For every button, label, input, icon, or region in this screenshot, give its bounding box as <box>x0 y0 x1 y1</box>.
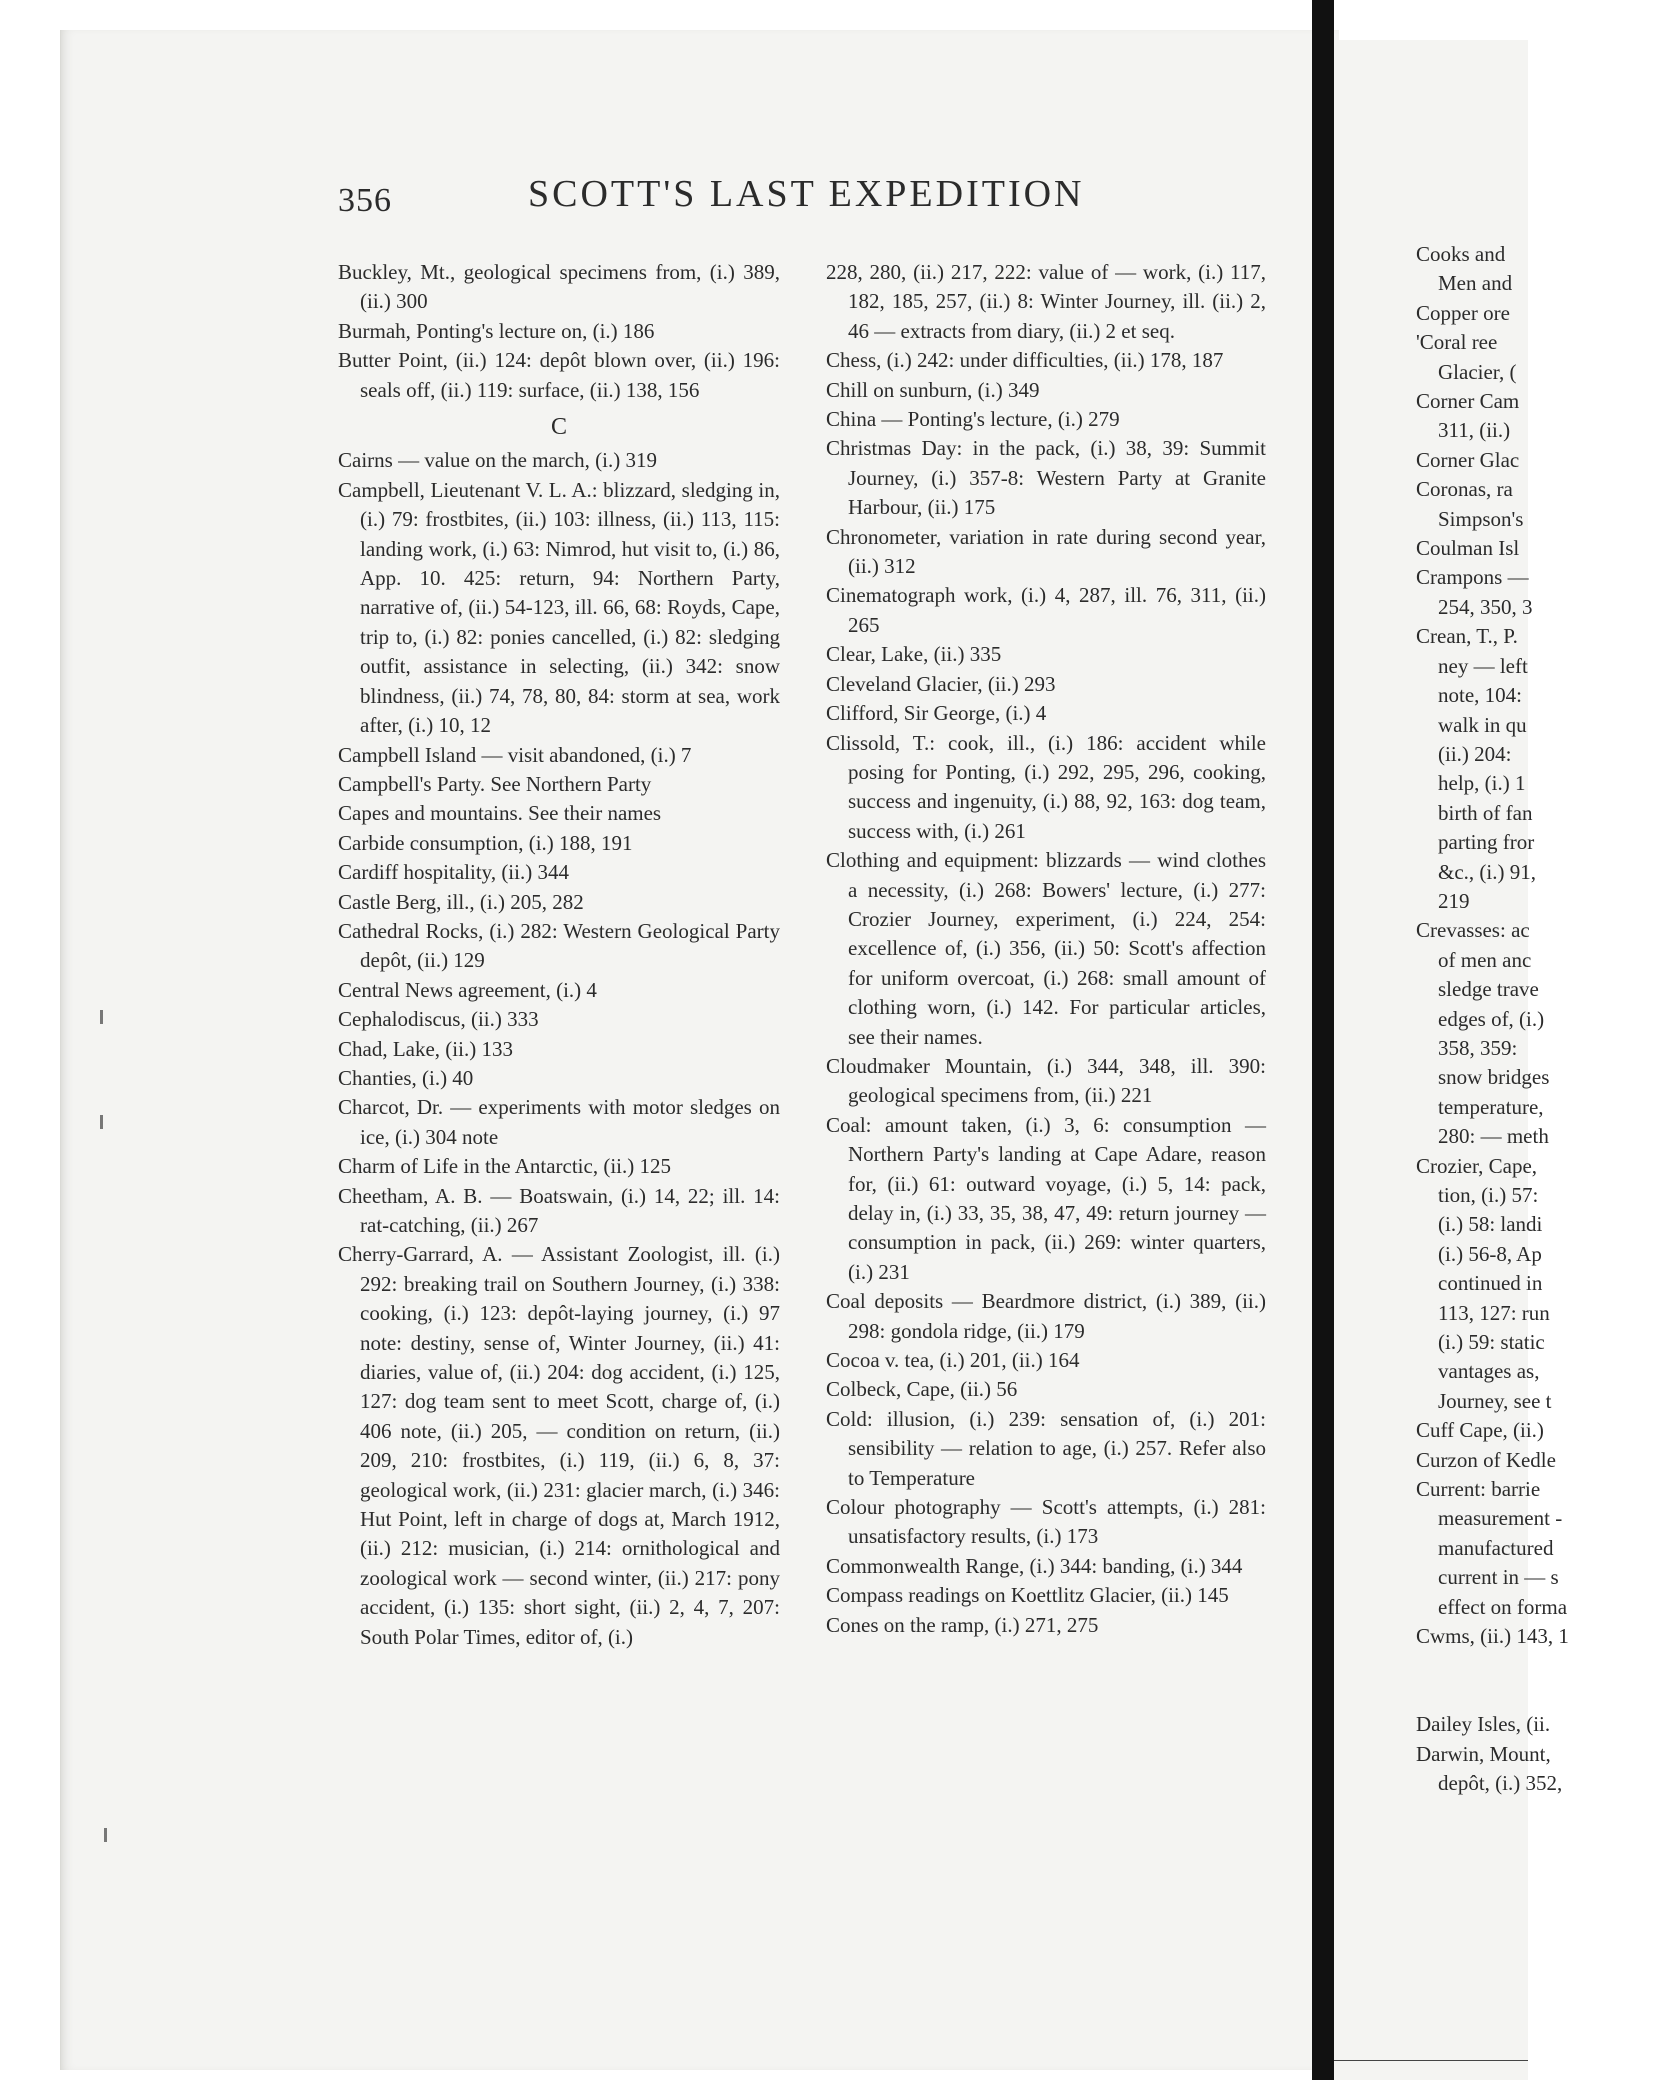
index-entry: Christmas Day: in the pack, (i.) 38, 39: Summit Journey, (i.) 357-8: Western Party at Granite Harbour, (ii.) 175 <box>826 436 1266 520</box>
blank-line <box>1416 1681 1656 1710</box>
index-entry: Central News agreement, (i.) 4 <box>338 977 597 1002</box>
index-entry: Clifford, Sir George, (i.) 4 <box>826 701 1047 726</box>
facing-page-line: 280: — meth <box>1438 1124 1549 1149</box>
facing-page-line: ney — left <box>1438 653 1528 678</box>
facing-page-column <box>1416 240 1656 1799</box>
section-letter: C <box>550 414 567 441</box>
page-number: 356 <box>338 182 392 219</box>
index-entry: Cocoa v. tea, (i.) 201, (ii.) 164 <box>826 1348 1080 1373</box>
facing-page-line: Copper ore <box>1416 300 1510 325</box>
facing-page-line: help, (i.) 1 <box>1438 771 1526 796</box>
index-entry: Chill on sunburn, (i.) 349 <box>826 377 1040 402</box>
scan-mark <box>100 1010 103 1024</box>
facing-page-line: edges of, (i.) <box>1438 1006 1545 1031</box>
facing-page-line: Crozier, Cape, <box>1416 1153 1538 1178</box>
page-edge-line <box>1334 2060 1528 2061</box>
facing-page-line: Glacier, ( <box>1438 359 1517 384</box>
index-entry: Cleveland Glacier, (ii.) 293 <box>826 671 1056 696</box>
facing-page-line: &c., (i.) 91, <box>1438 859 1536 884</box>
facing-page-line: 'Coral ree <box>1416 330 1498 355</box>
index-entry: Chess, (i.) 242: under difficulties, (ii.) 178, 187 <box>826 348 1224 373</box>
index-entry: Cherry-Garrard, A. — Assistant Zoologist, ill. (i.) 292: breaking trail on Southern Journey, (i.) 338: cooking, (i.) 123: depôt-laying journey, (i.) 97 note: destiny, sense of, Winter Journey, (ii.) 41: diaries, value of, (ii.) 204: dog accident, (i.) 125, 127: dog team sent to meet Scott, charge of, (i.) 406 note, (ii.) 205, — condition on return, (ii.) 209, 210: frostbites, (i.) 119, (ii.) 6, 8, 37: geological work, (ii.) 231: glacier march, (i.) 346: Hut Point, left in charge of dogs at, March 1912, (ii.) 212: musician, (i.) 214: ornithological and zoological work — second winter, (ii.) 217: pony accident, (i.) 135: short sight, (ii.) 2, 4, 7, 207: South Polar Times, editor of, (i.) <box>338 1242 780 1649</box>
facing-page-line: birth of fan <box>1438 800 1533 825</box>
index-entry: Butter Point, (ii.) 124: depôt blown over, (ii.) 196: seals off, (ii.) 119: surface, (ii.) 138, 156 <box>338 348 780 402</box>
scan-mark <box>104 1828 107 1842</box>
facing-page-line: Curzon of Kedle <box>1416 1447 1556 1472</box>
facing-page-line: Cuff Cape, (ii.) <box>1416 1418 1544 1443</box>
index-entry: Campbell's Party. See Northern Party <box>338 771 652 796</box>
index-entry: Buckley, Mt., geological specimens from, (i.) 389, (ii.) 300 <box>338 260 780 314</box>
facing-page-line: manufactured <box>1438 1535 1554 1560</box>
index-entry: Cloudmaker Mountain, (i.) 344, 348, ill. 390: geological specimens from, (ii.) 221 <box>826 1053 1266 1108</box>
facing-page-line: Simpson's <box>1438 506 1524 531</box>
index-entry: Cathedral Rocks, (i.) 282: Western Geological Party depôt, (ii.) 129 <box>338 918 780 973</box>
facing-page-line: tion, (i.) 57: <box>1438 1183 1539 1207</box>
index-entry: Carbide consumption, (i.) 188, 191 <box>338 830 633 855</box>
index-entry: Coal deposits — Beardmore district, (i.) 389, (ii.) 298: gondola ridge, (ii.) 179 <box>826 1289 1266 1343</box>
index-entry: Chronometer, variation in rate during second year, (ii.) 312 <box>826 524 1266 579</box>
index-entry: Campbell Island — visit abandoned, (i.) 7 <box>338 742 692 767</box>
facing-page-line: 113, 127: run <box>1438 1300 1550 1325</box>
facing-page-line: Dailey Isles, (ii. <box>1416 1712 1551 1737</box>
facing-page-line: Cooks and <box>1416 242 1506 266</box>
index-entry: Chad, Lake, (ii.) 133 <box>338 1036 513 1061</box>
facing-page-line: of men anc <box>1438 947 1532 972</box>
facing-page-line: parting fror <box>1438 830 1535 855</box>
index-entry: Castle Berg, ill., (i.) 205, 282 <box>338 889 584 914</box>
index-column-1 <box>338 258 780 1652</box>
scan-mark <box>100 1115 103 1129</box>
facing-page-line: Crean, T., P. <box>1416 624 1518 649</box>
facing-page-line: 219 <box>1438 888 1470 913</box>
facing-page-line: 254, 350, 3 <box>1438 594 1533 619</box>
facing-page-line: Journey, see t <box>1438 1388 1552 1413</box>
facing-page-line: temperature, <box>1438 1094 1544 1119</box>
page-header <box>338 172 1085 232</box>
facing-page-line: 311, (ii.) <box>1438 418 1511 443</box>
facing-page-line: Corner Cam <box>1416 389 1520 414</box>
index-entry: Clear, Lake, (ii.) 335 <box>826 642 1002 667</box>
index-entry: Cheetham, A. B. — Boatswain, (i.) 14, 22; ill. 14: rat-catching, (ii.) 267 <box>338 1183 780 1237</box>
facing-page-line: (i.) 58: landi <box>1438 1212 1543 1237</box>
index-entry: Cinematograph work, (i.) 4, 287, ill. 76, 311, (ii.) 265 <box>826 583 1266 637</box>
running-title: SCOTT'S LAST EXPEDITION <box>528 173 1085 215</box>
index-entry: Chanties, (i.) 40 <box>338 1065 474 1090</box>
index-entry: Cardiff hospitality, (ii.) 344 <box>338 860 569 885</box>
index-entry: China — Ponting's lecture, (i.) 279 <box>826 407 1120 432</box>
index-entry: Compass readings on Koettlitz Glacier, (ii.) 145 <box>826 1583 1229 1608</box>
index-entry: Campbell, Lieutenant V. L. A.: blizzard, sledging in, (i.) 79: frostbites, (ii.) 103: illness, (ii.) 113, 115: landing work, (i.) 63: Nimrod, hut visit to, (i.) 86, App. 10. 425: return, 94: Northern Party, narrative of, (ii.) 54-123, ill. 66, 68: Royds, Cape, trip to, (i.) 82: ponies cancelled, (i.) 82: sledging outfit, assistance in selecting, (ii.) 342: snow blindness, (ii.) 74, 78, 80, 84: storm at sea, work after, (i.) 10, 12 <box>338 477 780 738</box>
index-entry: Cold: illusion, (i.) 239: sensation of, (i.) 201: sensibility — relation to age, (i.) 257. Refer also to Temperature <box>826 1406 1266 1490</box>
index-entry: Coal: amount taken, (i.) 3, 6: consumption — Northern Party's landing at Cape Adare, reason for, (ii.) 61: outward voyage, (i.) 5, 14: pack, delay in, (i.) 33, 35, 38, 47, 49: return journey — consumption in pack, (ii.) 269: winter quarters, (i.) 231 <box>826 1112 1266 1284</box>
facing-page-line: Crevasses: ac <box>1416 918 1530 943</box>
blank-line <box>1416 1652 1656 1681</box>
index-entry: Clothing and equipment: blizzards — wind clothes a necessity, (i.) 268: Bowers' lecture, (i.) 277: Crozier Journey, experiment, (i.) 224, 254: excellence of, (i.) 356, (ii.) 50: Scott's affection for uniform overcoat, (i.) 268: small amount of clothing worn, (i.) 142. For particular articles, see their names. <box>826 848 1266 1049</box>
facing-page-line: snow bridges <box>1438 1065 1550 1090</box>
index-entry: Burmah, Ponting's lecture on, (i.) 186 <box>338 318 655 343</box>
index-entry: Capes and mountains. See their names <box>338 801 662 826</box>
index-entry: Colour photography — Scott's attempts, (i.) 281: unsatisfactory results, (i.) 173 <box>826 1495 1266 1549</box>
facing-page-line: Coronas, ra <box>1416 477 1513 502</box>
facing-page-line: vantages as, <box>1438 1359 1540 1384</box>
facing-page-line: Darwin, Mount, <box>1416 1741 1551 1766</box>
index-entry: Cephalodiscus, (ii.) 333 <box>338 1007 539 1032</box>
index-column-2 <box>826 258 1266 1640</box>
facing-page-line: (i.) 59: static <box>1438 1330 1545 1355</box>
facing-page-line: effect on forma <box>1438 1594 1568 1619</box>
facing-page-line: sledge trave <box>1438 977 1539 1002</box>
facing-page-line: (ii.) 204: <box>1438 741 1512 766</box>
facing-page-line: Coulman Isl <box>1416 536 1520 561</box>
facing-page-line: depôt, (i.) 352, <box>1438 1771 1563 1796</box>
facing-page-line: continued in <box>1438 1271 1543 1296</box>
facing-page-line: 358, 359: <box>1438 1035 1518 1060</box>
index-entry: Commonwealth Range, (i.) 344: banding, (i.) 344 <box>826 1553 1243 1578</box>
index-entry: 228, 280, (ii.) 217, 222: value of — work, (i.) 117, 182, 185, 257, (ii.) 8: Winter Journey, ill. (ii.) 2, 46 — extracts from diary, (ii.) 2 et seq. <box>826 260 1266 343</box>
facing-page-line: note, 104: <box>1438 683 1522 708</box>
index-entry: Charm of Life in the Antarctic, (ii.) 125 <box>338 1154 671 1179</box>
facing-page-line: current in — s <box>1438 1565 1559 1590</box>
facing-page-line: measurement - <box>1438 1506 1563 1531</box>
facing-page-line: Crampons — <box>1416 565 1529 590</box>
index-entry: Clissold, T.: cook, ill., (i.) 186: accident while posing for Ponting, (i.) 292, 295, 296, cooking, success and ingenuity, (i.) 88, 92, 163: dog team, success with, (i.) 261 <box>826 730 1266 843</box>
facing-page-line: (i.) 56-8, Ap <box>1438 1241 1542 1266</box>
book-gutter <box>1312 0 1334 2080</box>
index-entry: Cairns — value on the march, (i.) 319 <box>338 448 657 473</box>
index-entry: Colbeck, Cape, (ii.) 56 <box>826 1377 1018 1402</box>
index-entry: Cones on the ramp, (i.) 271, 275 <box>826 1612 1099 1637</box>
index-entry: Charcot, Dr. — experiments with motor sledges on ice, (i.) 304 note <box>338 1095 780 1149</box>
facing-page-line: walk in qu <box>1438 712 1527 737</box>
facing-page-line: Men and <box>1438 271 1513 296</box>
facing-page-line: Cwms, (ii.) 143, 1 <box>1416 1624 1569 1649</box>
facing-page-line: Corner Glac <box>1416 447 1520 472</box>
facing-page-line: Current: barrie <box>1416 1477 1541 1502</box>
